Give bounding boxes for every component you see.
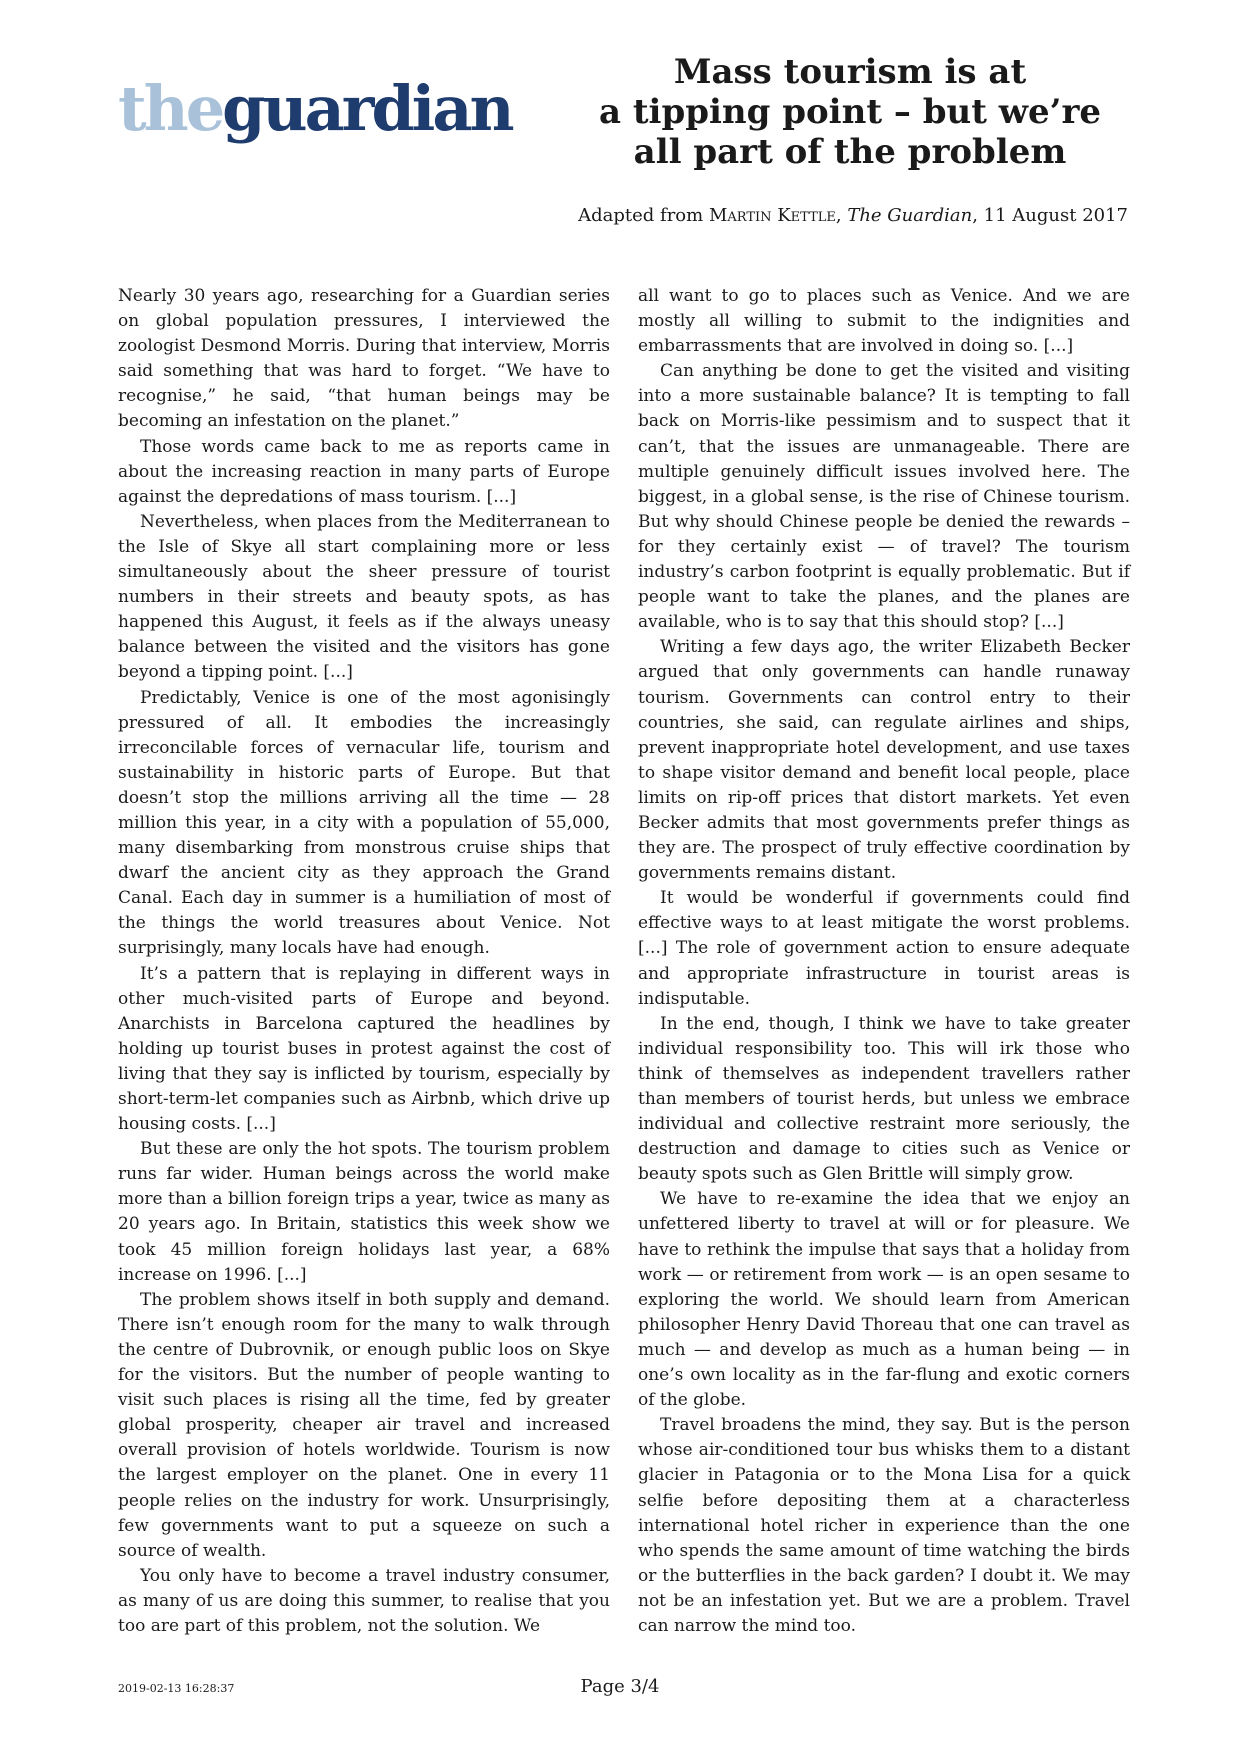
paragraph: Travel broadens the mind, they say. But is the person whose air-conditioned tour bus whisks them to a distant glacier in Patagonia or to the Mona Lisa for a quick selfie before depositing them at a characterless international hotel richer in experience than the one who spends the same amount of time watching the birds or the butterflies in the back garden? I doubt it. We may not be an infestation yet. But we are a problem. Travel can narrow the mind too. — [638, 1415, 1130, 1636]
paragraph: Nearly 30 years ago, researching for a Guardian series on global population pressures, I interviewed the zoologist Desmond Morris. During that interview, Morris said something that was hard to forget. “We have to recognise,” he said, “that human beings may be becoming an infestation on the planet.” — [118, 286, 610, 432]
paragraph: Those words came back to me as reports came in about the increasing reaction in many parts of Europe against the depredations of mass tourism. [...] — [118, 436, 610, 507]
paragraph: Predictably, Venice is one of the most agonisingly pressured of all. It embodies the increasingly irreconcilable forces of vernacular life, tourism and sustainability in historic parts of Europe. But that doesn’t stop the millions arriving all the time — 28 million this year, in a city with a population of 55,000, many disembarking from monstrous cruise ships that dwarf the ancient city as they approach the Grand Canal. Each day in summer is a humiliation of most of the things the world treasures about Venice. Not surprisingly, many locals have had enough. — [118, 687, 610, 959]
byline-author: Martin Kettle — [708, 205, 836, 226]
paragraph: It would be wonderful if governments could find effective ways to at least mitigate the worst problems. [...] The role of government action to ensure adequate and appropriate infrastructure in tourist areas is indisputable. — [638, 888, 1130, 1009]
byline-separator: , — [835, 205, 848, 226]
byline-publication: The Guardian — [847, 205, 973, 226]
paragraph: But these are only the hot spots. The tourism problem runs far wider. Human beings across the world make more than a billion foreign trips a year, twice as many as 20 years ago. In Britain, statistics this week show we took 45 million foreign holidays last year, a 68% increase on 1996. [...] — [118, 1139, 610, 1285]
headline-line: Mass tourism is at — [673, 52, 1027, 92]
byline — [578, 204, 1128, 228]
article-column-right — [638, 284, 1130, 1639]
page-number: Page 3/4 — [580, 1676, 660, 1697]
byline-date: , 11 August 2017 — [972, 205, 1128, 226]
paragraph: The problem shows itself in both supply and demand. There isn’t enough room for the many to walk through the centre of Dubrovnik, or enough public loos on Skye for the visitors. But the number of people wanting to visit such places is rising all the time, fed by greater global prosperity, cheaper air travel and increased overall provision of hotels worldwide. Tourism is now the largest employer on the planet. One in every 11 people relies on the industry for work. Unsurprisingly, few governments want to put a squeeze on such a source of wealth. — [118, 1289, 610, 1561]
paragraph: It’s a pattern that is replaying in different ways in other much-visited parts of Europe and beyond. Anarchists in Barcelona captured the headlines by holding up tourist buses in protest against the cost of living that they say is inflicted by tourism, especially by short-term-let companies such as Airbnb, which drive up housing costs. [...] — [118, 963, 610, 1135]
print-timestamp: 2019-02-13 16:28:37 — [118, 1682, 235, 1695]
paragraph: Nevertheless, when places from the Mediterranean to the Isle of Skye all start complaining more or less simultaneously about the sheer pressure of tourist numbers in their streets and beauty spots, as has happened this August, it feels as if the always uneasy balance between the visited and the visitors has gone beyond a tipping point. [...] — [118, 511, 610, 683]
paragraph: Can anything be done to get the visited and visiting into a more sustainable balance? It is tempting to fall back on Morris-like pessimism and to suspect that it can’t, that the issues are unmanageable. There are multiple genuinely difficult issues involved here. The biggest, in a global sense, is the rise of Chinese tourism. But why should Chinese people be denied the rewards – for they certainly exist — of travel? The tourism industry’s carbon footprint is equally problematic. But if people want to take the planes, and the planes are available, who is to say that this should stop? [...] — [638, 361, 1130, 633]
logo-guardian: guardian — [222, 72, 512, 145]
headline-line: all part of the problem — [633, 132, 1067, 172]
headline-line: a tipping point – but we’re — [598, 92, 1102, 132]
headline — [560, 52, 1140, 172]
paragraph: all want to go to places such as Venice. And we are mostly all willing to submit to the indignities and embarrassments that are involved in doing so. [...] — [638, 286, 1130, 357]
paragraph: Writing a few days ago, the writer Elizabeth Becker argued that only governments can handle runaway tourism. Governments can control entry to their countries, she said, can regulate airlines and ships, prevent inappropriate hotel development, and use taxes to shape visitor demand and benefit local people, place limits on rip-off prices that distort markets. Yet even Becker admits that most governments prefer things as they are. The prospect of truly effective coordination by governments remains distant. — [638, 637, 1130, 884]
logo-the: the — [118, 72, 223, 145]
article-column-left — [118, 284, 610, 1639]
paragraph: You only have to become a travel industry consumer, as many of us are doing this summer, to realise that you too are part of this problem, not the solution. We — [118, 1565, 610, 1636]
guardian-logo — [118, 72, 512, 145]
paragraph: In the end, though, I think we have to take greater individual responsibility too. This will irk those who think of themselves as independent travellers rather than members of tourist herds, but unless we embrace individual and collective restraint more seriously, the destruction and damage to cities such as Venice or beauty spots such as Glen Brittle will simply grow. — [638, 1013, 1130, 1185]
paragraph: We have to re-examine the idea that we enjoy an unfettered liberty to travel at will or for pleasure. We have to rethink the impulse that says that a holiday from work — or retirement from work — is an open sesame to exploring the world. We should learn from American philosopher Henry David Thoreau that one can travel as much — and develop as much as a human being — in one’s own locality as in the far-flung and exotic corners of the globe. — [638, 1189, 1130, 1411]
byline-prefix: Adapted from — [578, 205, 709, 226]
